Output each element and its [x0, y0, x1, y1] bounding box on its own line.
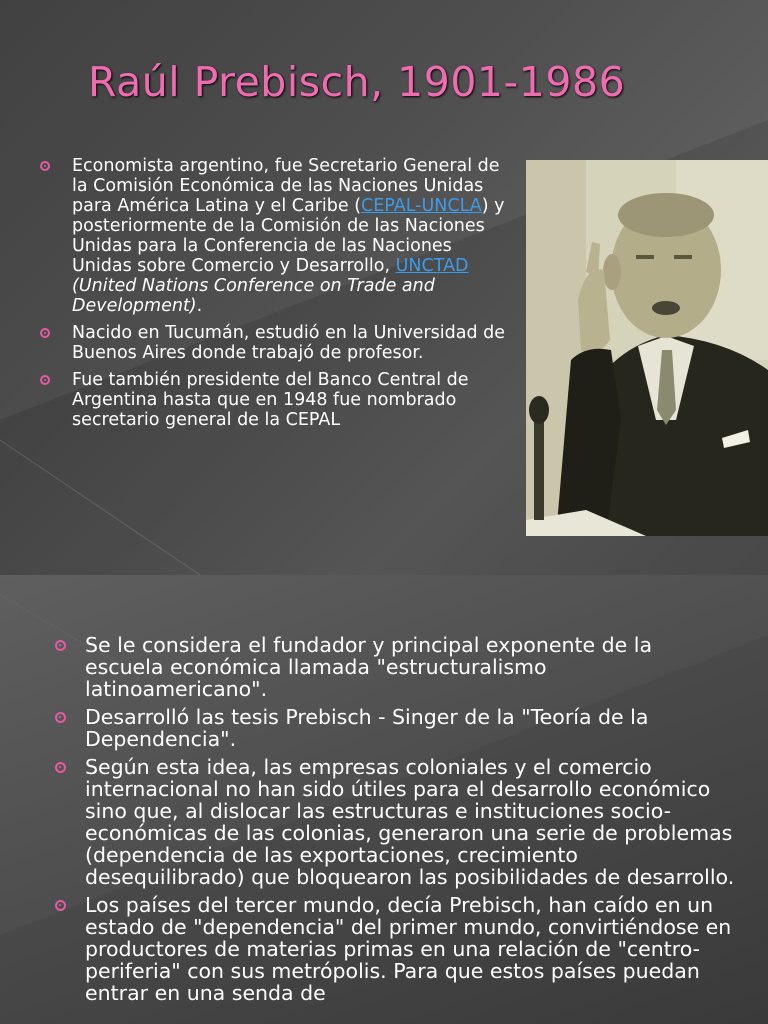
- bullet-text: Economista argentino, fue Secretario General de la Comisión Económica de las Naciones Unidas para América Latina y el Caribe (: [72, 156, 500, 216]
- bullet-icon: [55, 762, 66, 773]
- bullet-icon: [40, 161, 50, 171]
- bullet-text: Fue también presidente del Banco Central de Argentina hasta que en 1948 fue nombrado secretario general de la CEPAL: [72, 370, 469, 430]
- slide-2-bullet-list: [55, 634, 735, 1010]
- bullet-text: Se le considera el fundador y principal exponente de la escuela económica llamada "estructuralismo latinoamericano".: [85, 633, 653, 701]
- bullet-text: ) y posteriormente de la Comisión de las Naciones Unidas para la Conferencia de las Naciones Unidas sobre Comercio y Desarrollo,: [72, 196, 505, 276]
- bullet-text: Nacido en Tucumán, estudió en la Universidad de Buenos Aires donde trabajó de profesor.: [72, 323, 506, 363]
- bullet-item: [55, 756, 735, 888]
- bullet-text: .: [196, 296, 203, 316]
- bullet-icon: [55, 712, 66, 723]
- bullet-text: Según esta idea, las empresas coloniales y el comercio internacional no han sido útiles para el desarrollo económico sino que, al dislocar las estructuras e instituciones socio-económicas de las colonias, generaron una serie de problemas (dependencia de las exportaciones, crecimiento desequilibrado) que bloquearon las posibilidades de desarrollo.: [85, 755, 735, 889]
- unctad-link[interactable]: UNCTAD: [395, 256, 469, 276]
- bullet-item: [40, 156, 510, 316]
- bullet-icon: [40, 375, 50, 385]
- portrait-illustration: [526, 160, 768, 536]
- slide-2: [0, 575, 768, 1024]
- bullet-italic-text: (United Nations Conference on Trade and Development): [72, 276, 435, 316]
- bullet-item: [55, 634, 735, 700]
- bullet-item: [40, 323, 510, 363]
- bullet-item: [55, 706, 735, 750]
- slide-title: Raúl Prebisch, 1901-1986: [88, 58, 626, 106]
- bullet-text: Los países del tercer mundo, decía Prebisch, han caído en un estado de "dependencia" del primer mundo, convirtiéndose en productores de materias primas en una relación de "centro-periferia" con sus metrópolis. Para que estos países puedan entrar en una senda de: [85, 893, 732, 1005]
- bullet-item: [55, 894, 735, 1004]
- bullet-text: Desarrolló las tesis Prebisch - Singer de la "Teoría de la Dependencia".: [85, 705, 649, 751]
- bullet-icon: [55, 640, 66, 651]
- bullet-icon: [55, 900, 66, 911]
- portrait-photo: [526, 160, 768, 536]
- cepal-link[interactable]: CEPAL-UNCLA: [361, 196, 482, 216]
- bullet-icon: [40, 328, 50, 338]
- slide-1-bullet-list: [40, 156, 510, 437]
- bullet-item: [40, 370, 510, 430]
